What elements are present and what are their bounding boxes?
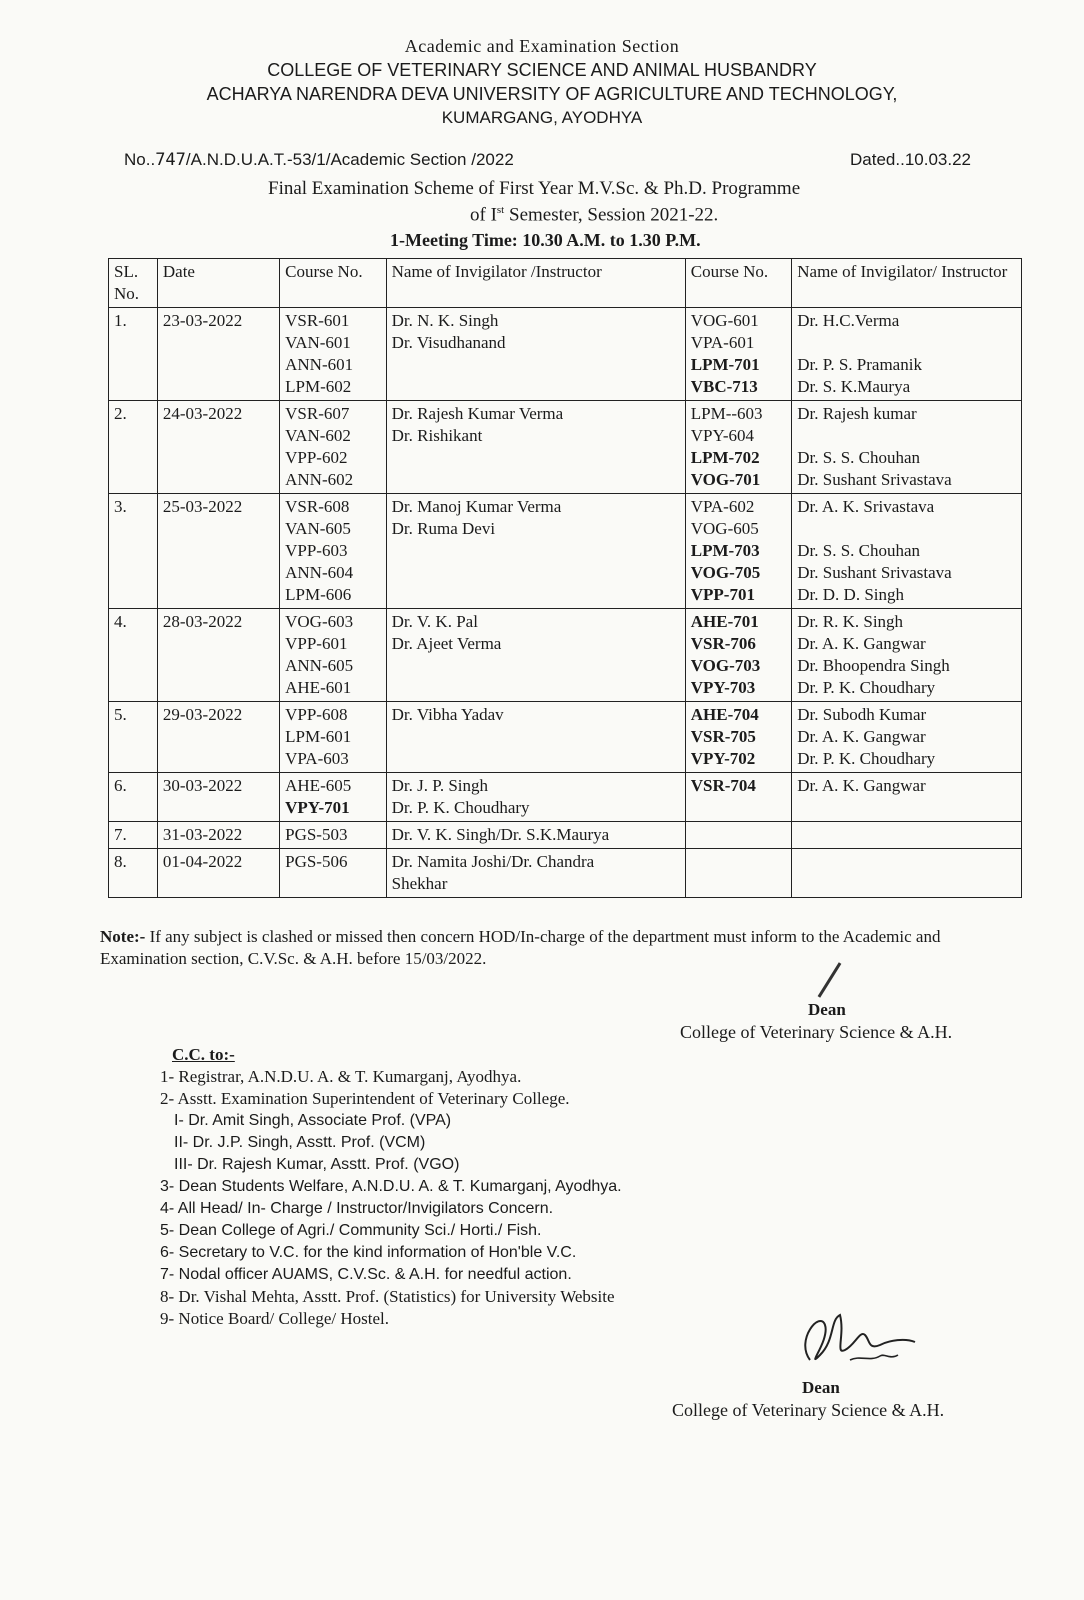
- cell-line: 8.: [114, 852, 127, 871]
- invigilator-cell: [386, 849, 685, 898]
- dean-title-2: Dean: [802, 1378, 840, 1397]
- cc-item: 2- Asstt. Examination Superintendent of Veterinary College.: [160, 1089, 570, 1108]
- cell-line: VPA-601: [690, 333, 755, 352]
- cell-line: VPP-603: [285, 541, 348, 560]
- cell-line: [797, 332, 1016, 354]
- date-cell: [157, 849, 279, 898]
- cell-line: Dr. Subodh Kumar: [797, 705, 927, 724]
- cell-line: 2.: [114, 404, 127, 423]
- invigilator-cell: [386, 702, 685, 773]
- university-heading: ACHARYA NARENDRA DEVA UNIVERSITY OF AGRICULTURE AND TECHNOLOGY,: [206, 84, 898, 104]
- course-cell-2: [685, 773, 792, 822]
- cell-line: VOG-705: [690, 563, 761, 582]
- invigilator-cell: [386, 308, 685, 401]
- course-cell: [280, 849, 387, 898]
- note: [100, 926, 1000, 970]
- cell-line: Dr. P. S. Pramanik: [797, 355, 922, 374]
- invigilator-cell: [386, 822, 685, 849]
- cell-line: Dr. Ajeet Verma: [391, 634, 502, 653]
- cell-line: Dr. Rishikant: [391, 426, 483, 445]
- invigilator-cell-2: [792, 494, 1022, 609]
- header-sl: SL. No.: [109, 259, 158, 308]
- course-cell-2: [685, 308, 792, 401]
- invigilator-cell: [386, 401, 685, 494]
- table-row: [109, 401, 1022, 494]
- cell-line: Dr. H.C.Verma: [797, 311, 900, 330]
- sl-cell: [109, 849, 158, 898]
- cc-item: 5- Dean College of Agri./ Community Sci./ Horti./ Fish.: [160, 1222, 542, 1239]
- cell-line: ANN-601: [285, 355, 354, 374]
- meeting-time: 1-Meeting Time: 10.30 A.M. to 1.30 P.M.: [390, 230, 701, 250]
- cell-line: VPA-603: [285, 749, 349, 768]
- reference-number: [124, 150, 514, 170]
- cell-line: Dr. Vibha Yadav: [391, 705, 504, 724]
- place-heading: KUMARGANG, AYODHYA: [441, 108, 643, 127]
- cell-line: VSR-705: [690, 727, 756, 746]
- sl-cell: [109, 702, 158, 773]
- date-cell: [157, 702, 279, 773]
- cell-line: AHE-601: [285, 678, 352, 697]
- dean-org-2: College of Veterinary Science & A.H.: [672, 1400, 945, 1420]
- header-invigilator-2: Name of Invigilator/ Instructor: [792, 259, 1022, 308]
- cell-line: Dr. Sushant Srivastava: [797, 470, 952, 489]
- cell-line: [797, 425, 1016, 447]
- dated-value: 10.03.22: [904, 150, 971, 169]
- cell-line: 25-03-2022: [162, 497, 243, 516]
- cell-line: [797, 518, 1016, 540]
- dean-org-1: College of Veterinary Science & A.H.: [680, 1022, 953, 1042]
- cell-line: VAN-605: [285, 519, 351, 538]
- table-row: [109, 609, 1022, 702]
- cell-line: Dr. J. P. Singh: [391, 776, 489, 795]
- cell-line: VPY-702: [690, 749, 756, 768]
- cell-line: Dr. A. K. Gangwar: [797, 634, 926, 653]
- cell-line: VPP-701: [690, 585, 755, 604]
- cell-line: Dr. P. K. Choudhary: [797, 678, 936, 697]
- invigilator-cell-2: [792, 609, 1022, 702]
- course-cell-2: [685, 609, 792, 702]
- sl-cell: [109, 773, 158, 822]
- cell-line: VSR-704: [690, 776, 756, 795]
- exam-schedule-table: [108, 258, 1022, 898]
- invigilator-cell: [386, 609, 685, 702]
- semester-sup: st: [496, 204, 505, 216]
- date-cell: [157, 773, 279, 822]
- header-date: Date: [157, 259, 279, 308]
- cell-line: Dr. A. K. Gangwar: [797, 727, 926, 746]
- sl-cell: [109, 822, 158, 849]
- course-cell-2: [685, 702, 792, 773]
- college-heading: COLLEGE OF VETERINARY SCIENCE AND ANIMAL HUSBANDRY: [267, 60, 817, 80]
- cell-line: VOG-601: [690, 311, 759, 330]
- cell-line: 30-03-2022: [162, 776, 243, 795]
- sl-cell: [109, 308, 158, 401]
- reference-rest: /A.N.D.U.A.T.-53/1/Academic Section /2022: [185, 150, 514, 169]
- invigilator-cell-2: [792, 702, 1022, 773]
- course-cell-2: [685, 401, 792, 494]
- cell-line: 23-03-2022: [162, 311, 243, 330]
- date-cell: [157, 308, 279, 401]
- reference-prefix: No..: [124, 150, 156, 169]
- cell-line: 1.: [114, 311, 127, 330]
- cell-line: VPY-701: [285, 798, 350, 817]
- cell-line: Dr. A. K. Gangwar: [797, 776, 926, 795]
- cell-line: VOG-703: [690, 656, 761, 675]
- table-row: [109, 849, 1022, 898]
- cell-line: 6.: [114, 776, 127, 795]
- note-label: Note:-: [100, 927, 146, 946]
- cell-line: 5.: [114, 705, 127, 724]
- scheme-title: Final Examination Scheme of First Year M.V.Sc. & Ph.D. Programme: [268, 178, 801, 199]
- cell-line: VOG-605: [690, 519, 759, 538]
- cell-line: Dr. A. K. Srivastava: [797, 497, 935, 516]
- cell-line: VPY-604: [690, 426, 755, 445]
- invigilator-cell-2: [792, 308, 1022, 401]
- cell-line: Dr. D. D. Singh: [797, 585, 904, 604]
- cell-line: Dr. V. K. Singh/Dr. S.K.Maurya: [391, 825, 610, 844]
- cell-line: LPM-703: [690, 541, 760, 560]
- table-row: [109, 822, 1022, 849]
- cell-line: LPM-606: [285, 585, 352, 604]
- invigilator-cell-2: [792, 401, 1022, 494]
- course-cell: [280, 494, 387, 609]
- invigilator-cell-2: [792, 822, 1022, 849]
- cell-line: 4.: [114, 612, 127, 631]
- table-body: [109, 308, 1022, 898]
- dated-label: Dated..: [850, 150, 905, 169]
- cell-line: Dr. Rajesh kumar: [797, 404, 917, 423]
- table-row: [109, 702, 1022, 773]
- handwritten-number: 747: [155, 150, 186, 170]
- course-cell: [280, 401, 387, 494]
- cell-line: ANN-604: [285, 563, 354, 582]
- cell-line: AHE-605: [285, 776, 352, 795]
- cell-line: 01-04-2022: [162, 852, 243, 871]
- cell-line: Dr. Sushant Srivastava: [797, 563, 952, 582]
- cell-line: Dr. Visudhanand: [391, 333, 506, 352]
- cell-line: Dr. Namita Joshi/Dr. Chandra: [391, 852, 595, 871]
- cell-line: VPP-601: [285, 634, 348, 653]
- cell-line: LPM-701: [690, 355, 760, 374]
- cell-line: PGS-503: [285, 825, 348, 844]
- semester-title: [470, 204, 718, 226]
- cell-line: 7.: [114, 825, 127, 844]
- cc-item: 6- Secretary to V.C. for the kind information of Hon'ble V.C.: [160, 1244, 577, 1261]
- date-cell: [157, 609, 279, 702]
- table-row: [109, 773, 1022, 822]
- sl-cell: [109, 609, 158, 702]
- cc-sub-item: I- Dr. Amit Singh, Associate Prof. (VPA): [174, 1112, 452, 1129]
- course-cell: [280, 702, 387, 773]
- course-cell-2: [685, 822, 792, 849]
- cell-line: LPM-602: [285, 377, 352, 396]
- table-header-row: [109, 259, 1022, 308]
- cell-line: LPM-601: [285, 727, 352, 746]
- cell-line: AHE-704: [690, 705, 759, 724]
- cc-item: 1- Registrar, A.N.D.U. A. & T. Kumarganj, Ayodhya.: [160, 1067, 522, 1086]
- cell-line: PGS-506: [285, 852, 348, 871]
- table-row: [109, 308, 1022, 401]
- cell-line: VPP-608: [285, 705, 348, 724]
- cell-line: 28-03-2022: [162, 612, 243, 631]
- cell-line: 3.: [114, 497, 127, 516]
- cell-line: Dr. P. K. Choudhary: [797, 749, 936, 768]
- cell-line: Dr. S. S. Chouhan: [797, 541, 921, 560]
- cell-line: VSR-607: [285, 404, 350, 423]
- cc-item: 8- Dr. Vishal Mehta, Asstt. Prof. (Statistics) for University Website: [160, 1287, 615, 1306]
- cell-line: Dr. R. K. Singh: [797, 612, 904, 631]
- course-cell: [280, 308, 387, 401]
- course-cell: [280, 609, 387, 702]
- cc-item: 4- All Head/ In- Charge / Instructor/Invigilators Concern.: [160, 1200, 554, 1217]
- date-cell: [157, 494, 279, 609]
- cell-line: VSR-706: [690, 634, 756, 653]
- cell-line: Dr. Bhoopendra Singh: [797, 656, 950, 675]
- invigilator-cell: [386, 773, 685, 822]
- cell-line: Shekhar: [391, 874, 448, 893]
- invigilator-cell-2: [792, 849, 1022, 898]
- cell-line: ANN-602: [285, 470, 354, 489]
- cell-line: Dr. V. K. Pal: [391, 612, 478, 631]
- sl-cell: [109, 494, 158, 609]
- date-cell: [157, 822, 279, 849]
- dean-signature: [790, 1300, 930, 1380]
- cc-heading: C.C. to:-: [172, 1045, 235, 1064]
- cell-line: VSR-608: [285, 497, 350, 516]
- cell-line: Dr. S. K.Maurya: [797, 377, 911, 396]
- cell-line: Dr. Rajesh Kumar Verma: [391, 404, 564, 423]
- cell-line: ANN-605: [285, 656, 354, 675]
- cc-sub-item: III- Dr. Rajesh Kumar, Asstt. Prof. (VGO): [174, 1156, 460, 1173]
- cell-line: AHE-701: [690, 612, 759, 631]
- cell-line: LPM--603: [690, 404, 763, 423]
- header-invigilator-1: Name of Invigilator /Instructor: [386, 259, 685, 308]
- cell-line: Dr. P. K. Choudhary: [391, 798, 530, 817]
- cc-list: [160, 1044, 622, 1330]
- cell-line: VPA-602: [690, 497, 755, 516]
- cell-line: VOG-701: [690, 470, 761, 489]
- cell-line: VAN-602: [285, 426, 351, 445]
- cc-item: 7- Nodal officer AUAMS, C.V.Sc. & A.H. for needful action.: [160, 1266, 572, 1283]
- cell-line: Dr. S. S. Chouhan: [797, 448, 921, 467]
- cell-line: Dr. N. K. Singh: [391, 311, 499, 330]
- cell-line: VAN-601: [285, 333, 351, 352]
- cell-line: 29-03-2022: [162, 705, 243, 724]
- cc-item: 9- Notice Board/ College/ Hostel.: [160, 1309, 389, 1328]
- header-course-1: Course No.: [280, 259, 387, 308]
- dean-title-1: Dean: [808, 1000, 846, 1019]
- cell-line: Dr. Manoj Kumar Verma: [391, 497, 562, 516]
- course-cell: [280, 822, 387, 849]
- cc-sub-item: II- Dr. J.P. Singh, Asstt. Prof. (VCM): [174, 1134, 426, 1151]
- course-cell-2: [685, 849, 792, 898]
- course-cell: [280, 773, 387, 822]
- cell-line: LPM-702: [690, 448, 760, 467]
- cell-line: Dr. Ruma Devi: [391, 519, 496, 538]
- semester-pre: of I: [470, 204, 497, 226]
- course-cell-2: [685, 494, 792, 609]
- semester-post: Semester, Session 2021-22.: [504, 204, 719, 226]
- cc-item: 3- Dean Students Welfare, A.N.D.U. A. & T. Kumarganj, Ayodhya.: [160, 1178, 622, 1195]
- cell-line: VBC-713: [690, 377, 758, 396]
- cell-line: VPP-602: [285, 448, 348, 467]
- section-heading: Academic and Examination Section: [404, 36, 680, 56]
- cell-line: 31-03-2022: [162, 825, 243, 844]
- date-cell: [157, 401, 279, 494]
- cell-line: VSR-601: [285, 311, 350, 330]
- cell-line: VOG-603: [285, 612, 354, 631]
- note-text: If any subject is clashed or missed then concern HOD/In-charge of the department must inform to the Academic and Examination section, C.V.Sc. & A.H. before 15/03/2022.: [100, 927, 941, 968]
- invigilator-cell: [386, 494, 685, 609]
- dated: [850, 150, 971, 170]
- sl-cell: [109, 401, 158, 494]
- cell-line: VPY-703: [690, 678, 756, 697]
- cell-line: 24-03-2022: [162, 404, 243, 423]
- table-row: [109, 494, 1022, 609]
- invigilator-cell-2: [792, 773, 1022, 822]
- header-course-2: Course No.: [685, 259, 792, 308]
